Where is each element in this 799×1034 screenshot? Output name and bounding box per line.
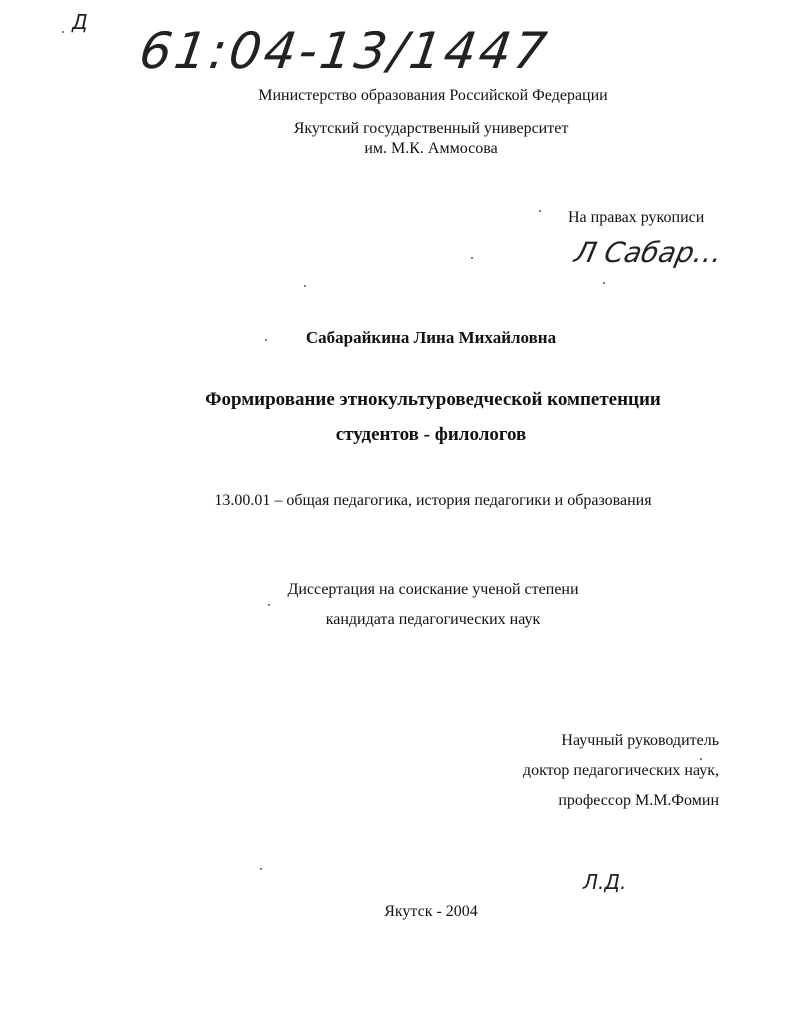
scan-speck: [700, 758, 702, 760]
place-and-year: Якутск - 2004: [384, 903, 478, 920]
degree-line2: кандидата педагогических наук: [325, 611, 541, 628]
scan-speck: [260, 868, 262, 870]
rights-note: На правах рукописи: [568, 209, 705, 226]
university-named-after: им. М.К. Аммосова: [364, 140, 498, 157]
scan-speck: [265, 339, 267, 341]
dissertation-title-line2: студентов - филологов: [335, 424, 527, 445]
handwritten-corner-mark: Д: [72, 10, 88, 34]
dissertation-title-line1: Формирование этнокультуроведческой компетенции: [205, 389, 661, 410]
specialty-code: 13.00.01 – общая педагогика, история педагогики и образования: [214, 492, 652, 509]
university-name: Якутский государственный университет: [293, 120, 569, 137]
ministry-name: Министерство образования Российской Федерации: [258, 87, 608, 104]
handwritten-signature: Л Сабар…: [571, 236, 726, 269]
supervisor-role: Научный руководитель: [561, 732, 719, 749]
scan-speck: [539, 210, 541, 212]
supervisor-name: профессор М.М.Фомин: [558, 792, 719, 809]
scan-speck: [603, 282, 605, 284]
degree-line1: Диссертация на соискание ученой степени: [287, 581, 579, 598]
scan-speck: [268, 604, 270, 606]
author-name: Сабарайкина Лина Михайловна: [305, 328, 557, 347]
scan-speck: [471, 257, 473, 259]
handwritten-archive-code: 61:04-13/1447: [135, 22, 553, 80]
scan-speck: [62, 31, 64, 33]
scan-speck: [304, 285, 306, 287]
handwritten-initials: Л.Д.: [583, 870, 627, 894]
supervisor-degree: доктор педагогических наук,: [522, 762, 719, 779]
